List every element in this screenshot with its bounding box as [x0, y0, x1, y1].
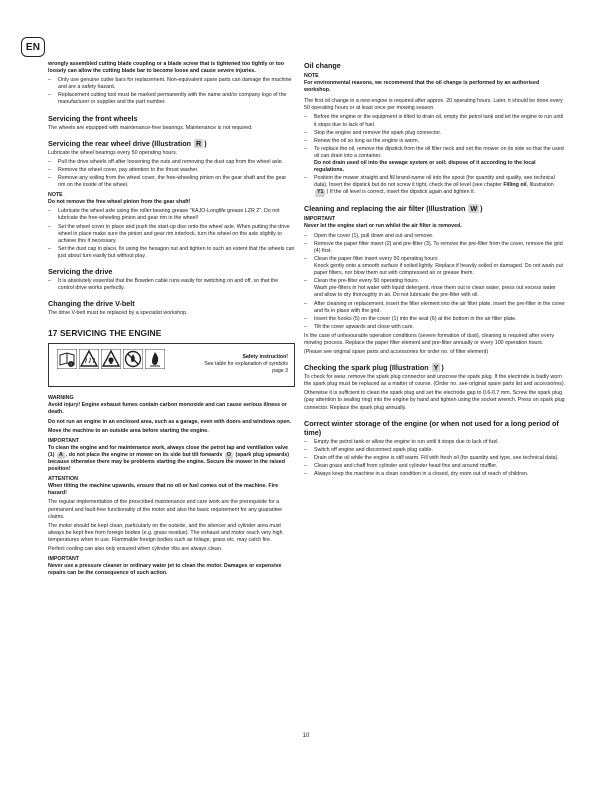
list-item: – Stop the engine and remove the spark plug connector.	[304, 130, 566, 137]
list-item: – Clean the pre-filter every 50 operating hours. Wash pre-filters in hot water with liquid detergent, rinse them out in clean water, press out excess water and allow to dry thoroughly in air. Do not lubricate the pre-filter with oil.	[304, 278, 566, 299]
list-item: – To replace the oil, remove the dipstick from the oil filler neck and set the mower on its side so that the used oil can drain into a container. Do not drain used oil into the sewage system or soil; dispose of it according to the local regulations.	[304, 146, 566, 174]
warning-text-2: Do not run an engine in an enclosed area, such as a garage, even with doors and windows open.	[48, 418, 292, 425]
list-item: – It is absolutely essential that the Bowden cable runs easily for switching on and off, so that the control drive works perfectly.	[48, 278, 295, 292]
list-item: – Set the wheel cover in place and push the start-up disc onto the wheel axle. When putting the drive wheel in place make sure the pinion and gear rim interlock, turn the wheel on the axle slightly to achieve this if necessary.	[48, 224, 295, 245]
oil-change-text: The first oil change in a new engine is required after approx. 20 operating hours. Later, it should be done every 50 operating hours or at least once per mowing season.	[304, 98, 563, 112]
important-text-2: Never use a pressure cleaner or ordinary water jet to clean the motor. Damages or expensive repairs can be the consequence of such action.	[48, 563, 282, 577]
hot-surface-icon	[79, 349, 99, 369]
engine-section-heading: 17 SERVICING THE ENGINE	[48, 328, 162, 339]
list-item: – Remove the wheel cover, pay attention to the thrust washer.	[48, 167, 295, 174]
illustration-ref: O	[226, 451, 231, 458]
list-item: – Before the engine or the equipment is tilted to drain oil, empty the petrol tank and let the engine to run until it stops due to lack of fuel.	[304, 114, 566, 128]
important-label: IMPORTANT	[304, 215, 336, 222]
winter-storage-list	[304, 439, 566, 478]
safety-instruction-text: Safety instruction! See table for explanation of symbols page 3	[204, 354, 288, 374]
toxic-fumes-icon	[101, 349, 121, 369]
illustration-ref: Y1	[317, 189, 324, 196]
warning-text-3: Move the machine to an outside area before starting the engine.	[48, 427, 209, 434]
oil-change-list	[304, 114, 566, 196]
list-item: – Insert the hooks (5) on the cover (1) into the seat (6) at the bottom in the air filter plate.	[304, 316, 566, 323]
important-label-2: IMPORTANT	[48, 556, 80, 563]
list-item: – Empty the petrol tank or allow the engine to run until it stops due to lack of fuel.	[304, 439, 566, 446]
left-column	[48, 61, 295, 579]
important-text: Never let the engine start or run whilst the air filter is removed.	[304, 222, 462, 229]
illustration-ref: Y	[433, 363, 439, 373]
list-item: – Position the mower straight and fill brand-name oil into the spout (for quantity and quality, see technical data). Insert the dipstick but do not screw it tight, check the oil level (see chapter Filling oil, Illustration Y1 ) If the oil level is correct, insert the dipstick again and tighten it.	[304, 175, 566, 196]
page-number: 10	[302, 733, 310, 739]
right-column	[304, 61, 566, 480]
list-item: – Remove the paper filter insert (2) and pre-filter (3). To remove the pre-filter from the cover, remove the grid (4) first.	[304, 241, 566, 255]
rear-wheel-heading: Servicing the rear wheel drive (Illustration R )	[48, 138, 207, 148]
important-text: To clean the engine and for maintenance work, always close the petrol tap and ventilation valve (1) A , do not place the engine or mower on its side but tilt forwards O (spark plug upwards) because otherwise there may be problems starting the engine. Secure the mower in the raised position!	[48, 444, 290, 473]
note-text: Do not remove the free wheel pinion from the gear shaft!	[48, 199, 191, 206]
safety-symbols-box	[48, 343, 295, 387]
rear-wheel-list-2	[48, 208, 295, 260]
engine-body-3: Perfect cooling can also only ensured when cylinder ribs are always clean.	[48, 546, 223, 553]
list-item: – Only use genuine cutter bars for replacement. Non-equivalent spare parts can damage the machine and are a safety hazard.	[48, 77, 295, 91]
engine-body-1: The regular implementation of the prescribed maintenance and care work are the prerequisite for a permanent and fault-free functionality of the motor and also the basic requirement for any guarantee claims.	[48, 499, 283, 520]
note-label: NOTE	[48, 192, 63, 199]
list-item: – Clean the paper filter insert every 50 operating hours Knock gently onto a smooth surface if soiled lightly. Replace if heavily soiled or damaged. Do not wash out paper filters, nor blow them out with compressed air or grease them.	[304, 256, 566, 277]
winter-storage-heading: Correct winter storage of the engine (or when not used for a long period of time)	[304, 418, 559, 437]
list-item: – Clean grass and chaff from cylinder and cylinder head fins and around muffler.	[304, 463, 566, 470]
drive-heading: Servicing the drive	[48, 266, 113, 276]
intro-list	[48, 77, 295, 106]
air-filter-text: In the case of unfavourable operation conditions (severe formation of dust), cleaning is required after every mowing process. Replace the paper filter element and pre-filter annually or every 100 operation hours.	[304, 332, 554, 346]
oil-change-heading: Oil change	[304, 61, 341, 70]
air-filter-list	[304, 233, 566, 331]
engine-body-2: The motor should be kept clean, particularly on the outside, and the silencer and cylinder area must always be kept free from foreign bodies (e.g. grass residue). The exhaust and motor reach very high temperatures when in use. Flammable foreign bodies such as foliage, grass etc. may catch fire.	[48, 522, 283, 543]
list-item: – Remove any soiling from the wheel cover, the free-wheeling pinion on the gear shaft and the gear rim on the inside of the wheel.	[48, 175, 295, 189]
list-item: – Renew the oil so long as the engine is warm.	[304, 138, 566, 145]
intro-text: wrongly assembled cutting blade coupling or a blade screw that is tightened too tightly or too loosely can allow the cutting blade bar to become loose and cause severe injuries.	[48, 61, 285, 75]
list-item: – Lubricate the wheel axle using the roller bearing grease "KAJO-Longlife grease LZR 2". Do not lubricate the free-wheeling pinion and gear rim in the wheel!	[48, 208, 295, 222]
important-label: IMPORTANT	[48, 437, 80, 444]
warning-text: Avoid injury! Engine exhaust fumes contain carbon monoxide and can cause serious illness or death.	[48, 402, 287, 416]
illustration-ref: W	[470, 203, 478, 213]
language-badge: EN	[21, 37, 45, 57]
rear-wheel-text: Lubricate the wheel bearings every 50 operating hours.	[48, 149, 178, 156]
rear-wheel-list	[48, 159, 295, 189]
air-filter-text-2: (Please see original spare parts and accessories for order no. of filter element)	[304, 349, 489, 356]
warning-label: WARNING	[48, 395, 74, 402]
note-label: NOTE	[304, 73, 319, 79]
front-wheels-text: The wheels are equipped with maintenance-free bearings. Maintenance is not required.	[48, 124, 253, 131]
svg-text:i: i	[70, 361, 72, 367]
list-item: – Switch off engine and disconnect spark plug cable.	[304, 447, 566, 454]
attention-text: When tilting the machine upwards, ensure that no oil or fuel comes out of the machine. Fire hazard!	[48, 483, 279, 497]
list-item: – Replacement cutting tool must be marked permanently with the name and/or company logo of the manufacturer or supplier and the part number.	[48, 92, 295, 106]
spark-plug-text: To check for wear, remove the spark plug connector and unscrew the spark plug. If the electrode is badly worn the spark plug must be replaced as a matter of course. (Order no. see original spare parts list and accessories).	[304, 374, 566, 388]
note-text: For environmental reasons, we recommend that the oil change is performed by an authorised workshop.	[304, 80, 540, 94]
drive-list	[48, 278, 295, 292]
illustration-ref: R	[196, 138, 202, 148]
illustration-ref: A	[58, 451, 63, 458]
list-item: – Drain off the oil while the engine is still warm. Fill with fresh oil (for quantity and type, see technical data).	[304, 455, 566, 462]
list-item: – Tilt the cover upwards and close with care.	[304, 324, 566, 331]
spark-plug-heading: Checking the spark plug (Illustration Y )	[304, 363, 444, 373]
list-item: – Set the dust cap in place, fix using the hexagon nut and tighten to such an extent that the wheels can just about turn easily but without play.	[48, 246, 295, 260]
air-filter-heading: Cleaning and replacing the air filter (Illustration W )	[304, 203, 483, 213]
spark-plug-text-2: Otherwise it is sufficient to clean the spark plug and set the electrode gap to 0.6-0.7 mm. Screw the spark plug (pay attention to sealing ring) into the engine by hand and tighten using the socket wrench. Press on spark plug connector. Replace the spark plug annually.	[304, 390, 565, 411]
no-fire-icon	[123, 349, 143, 369]
manual-icon	[57, 349, 77, 369]
flammable-icon	[145, 349, 165, 369]
attention-label: ATTENTION	[48, 476, 78, 483]
symbol-row	[57, 349, 165, 369]
list-item: – Always keep the machine in a clean condition in a closed, dry room out of reach of children.	[304, 471, 566, 478]
list-item: – Pull the drive wheels off after loosening the nuts and removing the dust cap from the wheel axle.	[48, 159, 295, 166]
list-item: – After cleaning or replacement, insert the filter element into the air filter plate, insert the pre-filter in the cover and fix in place with the grid.	[304, 301, 566, 315]
vbelt-heading: Changing the drive V-belt	[48, 299, 135, 309]
list-item: – Open the cover (1), pull down and out and remove.	[304, 233, 566, 240]
front-wheels-heading: Servicing the front wheels	[48, 113, 138, 123]
vbelt-text: The drive V-belt must be replaced by a specialist workshop.	[48, 310, 188, 317]
